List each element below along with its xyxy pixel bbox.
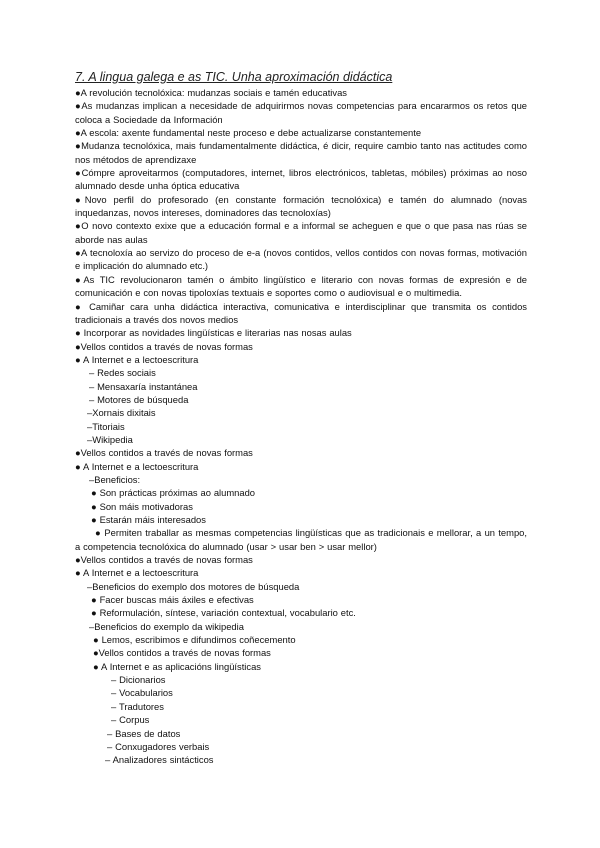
sub-list-item: – Vocabularios [111, 687, 173, 699]
sub-list-item: – Tradutores [111, 700, 164, 712]
list-item: ●Cómpre aproveitarmos (computadores, internet, libros electrónicos, tabletas, móbiles) próximas ao noso alumnado desde unha óptica educativa [75, 167, 527, 192]
list-item: ●A revolución tecnolóxica: mudanzas sociais e tamén educativas [75, 87, 347, 98]
sub-list-item: – Dicionarios [111, 674, 166, 686]
list-item: ● Permiten traballar as mesmas competencias lingüísticas que as tradicionais e mellorar, a un tempo, a competencia tecnolóxica do alumnado (usar > usar ben > usar mellor) [75, 527, 527, 552]
sub-list-item: – Analizadores sintácticos [105, 754, 214, 766]
list-item: ●O novo contexto exixe que a educación formal e a informal se acheguen e que o que pasa nas rúas se aborde nas aulas [75, 220, 527, 245]
list-item: ●As mudanzas implican a necesidade de adquirirmos novas competencias para encararmos os retos que coloca a Sociedade da Información [75, 100, 527, 125]
list-item: ● Incorporar as novidades lingüísticas e literarias nas nosas aulas [75, 327, 352, 339]
list-item: ● Estarán máis interesados [91, 514, 206, 525]
sub-list-item: – Corpus [111, 714, 150, 726]
list-item: ● Lemos, escribimos e difundimos coñecemento [93, 634, 296, 646]
section-title: 7. A lingua galega e as TIC. Unha aproximación didáctica [75, 70, 393, 84]
sub-list-item: – Mensaxaría instantánea [89, 380, 198, 392]
list-item: ●Vellos contidos a través de novas formas [75, 447, 253, 459]
list-item: ●As TIC revolucionaron tamén o ámbito lingüístico e literario con novas formas de expresión e de comunicación e con novas tipoloxías textuais e soportes como o audiovisual e o multimedia. [75, 273, 527, 299]
sub-list-item: – Motores de búsqueda [89, 393, 189, 405]
list-item: ●Vellos contidos a través de novas formas [75, 340, 253, 352]
sub-list-item: –Beneficios do exemplo da wikipedia [89, 620, 244, 632]
list-item: ● Son prácticas próximas ao alumnado [91, 487, 256, 499]
list-item: ●Vellos contidos a través de novas formas [75, 554, 253, 566]
list-item: ● Reformulación, síntese, variación contextual, vocabulario etc. [91, 607, 356, 619]
list-item: ● Facer buscas máis áxiles e efectivas [91, 594, 254, 606]
list-item: ● A Internet e a lectoescritura [75, 353, 199, 365]
list-item: ● A Internet e a lectoescritura [75, 567, 199, 579]
list-item: ● Son máis motivadoras [91, 500, 193, 512]
list-item: ●Mudanza tecnolóxica, mais fundamentalmente didáctica, é dicir, require cambio tanto nas actitudes como nos métodos de aprendizaxe [75, 140, 527, 165]
sub-list-item: –Beneficios: [89, 473, 141, 485]
document-page [75, 70, 527, 767]
sub-list-item: –Beneficios do exemplo dos motores de búsqueda [87, 580, 300, 592]
outline-list [75, 86, 527, 767]
list-item: ● A Internet e as aplicacións lingüísticas [93, 660, 261, 672]
list-item: ● A Internet e a lectoescritura [75, 460, 199, 472]
sub-list-item: –Xornais dixitais [87, 407, 156, 419]
list-item: ●A escola: axente fundamental neste proceso e debe actualizarse constantemente [75, 127, 422, 139]
sub-list-item: – Redes sociais [89, 367, 156, 379]
list-item: ●Vellos contidos a través de novas formas [93, 647, 271, 659]
list-item: ●Novo perfil do profesorado (en constante formación tecnolóxica) e tamén do alumnado (novas inquedanzas, novos intereses, dominadores das tecnoloxías) [75, 193, 527, 219]
list-item: ●A tecnoloxía ao servizo do proceso de e-a (novos contidos, vellos contidos con novas formas, motivación e implicación do alumnado etc.) [75, 247, 527, 272]
sub-list-item: – Bases de datos [107, 727, 181, 739]
sub-list-item: –Wikipedia [87, 433, 133, 445]
sub-list-item: –Titoriais [87, 420, 125, 432]
sub-list-item: – Conxugadores verbais [107, 740, 210, 752]
list-item: ● Camiñar cara unha didáctica interactiva, comunicativa e interdisciplinar que transmita os contidos tradicionais a través dos novos medios [75, 300, 527, 325]
